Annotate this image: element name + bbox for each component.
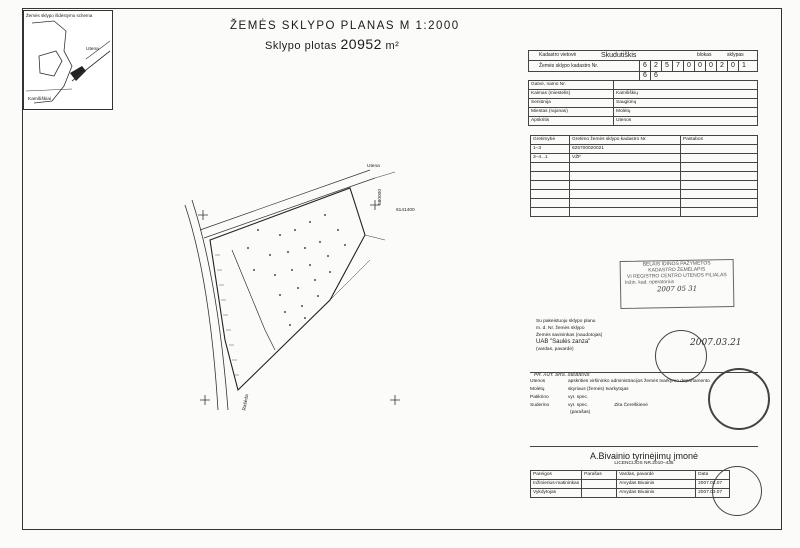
table-row xyxy=(531,480,730,489)
coord-x-label: 6141400 xyxy=(396,208,415,213)
cadastre-number-label: Žemės sklypo kadastro Nr. xyxy=(539,63,599,69)
table-cell: 2007.03.07 xyxy=(696,480,730,489)
table-cell: 3–4...1 xyxy=(531,154,570,163)
stamp-line: VI REGISTRO CENTRO UTENOS FILIALAS xyxy=(626,272,727,280)
neighbors-table xyxy=(530,135,758,217)
approval-text: Su pakeistuoju sklypo planu xyxy=(536,319,596,324)
digit: 0 xyxy=(694,61,705,71)
address-value: Saugiūnų xyxy=(614,99,758,108)
coord-y-label: 580000 xyxy=(378,188,383,205)
registry-stamp xyxy=(620,259,735,309)
address-label: Seniūnija xyxy=(529,99,614,108)
address-label: Gatvė, namo Nr. xyxy=(529,81,614,90)
address-value: Kamšiškių xyxy=(614,90,758,99)
digit: 6 xyxy=(639,71,650,81)
coordination-label: Patikrino xyxy=(530,395,549,400)
digit: 5 xyxy=(661,61,672,71)
address-value: Utenos xyxy=(614,117,758,126)
cadastre-digits xyxy=(639,61,757,81)
cadastre-region: Skudutiškis xyxy=(601,52,637,59)
table-cell xyxy=(681,145,758,154)
address-label: Apskritis xyxy=(529,117,614,126)
approval-date: 2007.03.21 xyxy=(690,338,742,348)
table-header-row xyxy=(531,471,730,480)
digit: 7 xyxy=(672,61,683,71)
company-license: LICENCIJOS NR.2010–435 xyxy=(614,461,674,466)
signatures-table xyxy=(530,470,730,498)
coordination-header: PR. AUT. SRS. SIEBIENS xyxy=(534,373,590,378)
coordination-label: Suderino xyxy=(530,403,550,408)
cadastre-table xyxy=(528,50,758,79)
table-row xyxy=(529,108,758,117)
stamp-date: 2007 05 31 xyxy=(656,284,698,294)
table-cell: 2007.03.07 xyxy=(696,489,730,498)
digit: 6 xyxy=(639,61,650,71)
address-label: Miestas (rajonas) xyxy=(529,108,614,117)
table-row xyxy=(531,145,758,154)
address-value xyxy=(614,81,758,90)
inset-title: Žemės sklypo išdėstymo schema xyxy=(26,13,93,18)
approval-company: UAB "Saulės zanza" xyxy=(536,339,591,345)
area-value: 20952 xyxy=(340,36,382,52)
table-cell xyxy=(582,480,617,489)
coordination-text: vyr. spec. xyxy=(568,395,589,400)
company-name: A.Bivainio tyrinėjimų įmonė xyxy=(589,451,699,461)
table-cell: Arvydas Bivainis xyxy=(617,489,696,498)
table-row xyxy=(529,99,758,108)
table-row xyxy=(529,117,758,126)
table-header-row xyxy=(531,136,758,145)
table-cell: Vykdytojas xyxy=(531,489,582,498)
table-row xyxy=(531,190,758,199)
inset-village-label: Kamšiškiai xyxy=(28,97,51,102)
cadastre-parcel-label: sklypas xyxy=(727,52,744,58)
approval-text: Žemės savininkas (naudotojas) xyxy=(536,333,603,338)
table-cell: VŽF xyxy=(570,154,681,163)
stamp-line: KADASTRO ŽEMĖLAPIS xyxy=(648,266,706,274)
column-header: Pareigos xyxy=(531,471,582,480)
table-row xyxy=(529,81,758,90)
table-cell xyxy=(582,489,617,498)
table-row xyxy=(531,172,758,181)
digit: 2 xyxy=(716,61,727,71)
table-row xyxy=(531,163,758,172)
stamp-line: BELAIS IDINOS PAŽYMĖTOS xyxy=(642,260,711,268)
address-label: Kaimas (miestelis) xyxy=(529,90,614,99)
table-row xyxy=(529,90,758,99)
table-row xyxy=(531,199,758,208)
table-cell: 625700020021 xyxy=(570,145,681,154)
digit: 1 xyxy=(738,61,749,71)
table-cell: 1–3 xyxy=(531,145,570,154)
digit: 0 xyxy=(683,61,694,71)
coordination-text: vyr. spec. xyxy=(568,403,589,408)
coordination-text: apskrities viršininko administracijos žemės tvarkymo departamento xyxy=(568,379,710,384)
approval-caption: (vardas, pavardė) xyxy=(536,347,574,352)
column-header: Parašas xyxy=(582,471,617,480)
road-top-label: Utena xyxy=(367,164,380,169)
table-cell: Inžinierius-matininkas xyxy=(531,480,582,489)
coordination-name: Zita Čereškienė xyxy=(614,403,648,408)
coordination-caption: (parašas) xyxy=(570,410,591,415)
column-header: Data xyxy=(696,471,730,480)
column-header: Pastabos xyxy=(681,136,758,145)
inset-road-label: Utena xyxy=(86,47,99,52)
coordination-label: Molėtų xyxy=(530,387,545,392)
official-seal xyxy=(708,368,770,430)
coordination-label: Utenos xyxy=(530,379,546,384)
digit: 0 xyxy=(727,61,738,71)
road-left-label: Rašėda xyxy=(242,393,251,412)
area-prefix: Sklypo plotas xyxy=(265,40,337,52)
digit: 2 xyxy=(650,61,661,71)
table-cell xyxy=(681,154,758,163)
location-inset xyxy=(23,10,113,110)
column-header: Gretimybė xyxy=(531,136,570,145)
table-row xyxy=(531,208,758,217)
plan-title: ŽEMĖS SKLYPO PLANAS M 1:2000 xyxy=(230,20,460,32)
plot-area xyxy=(265,36,399,52)
table-row xyxy=(531,154,758,163)
coordination-text: skyriaus (žemės) tvarkytojas xyxy=(568,387,629,392)
column-header: Gretimo žemės sklypo kadastro Nr. xyxy=(570,136,681,145)
area-unit: m² xyxy=(385,40,400,52)
company-seal-bottom xyxy=(712,466,762,516)
cadastre-block-label: blokas xyxy=(697,52,712,58)
inset-map xyxy=(24,11,112,109)
table-row xyxy=(531,489,730,498)
address-value: Molėtų xyxy=(614,108,758,117)
stamp-line: Inžin. kad. operatorius xyxy=(624,279,675,286)
column-header: Vardas, pavardė xyxy=(617,471,696,480)
table-cell: Arvydas Bivainis xyxy=(617,480,696,489)
cadastre-region-label: Kadastro vietovė xyxy=(539,52,577,58)
digit: 6 xyxy=(650,71,661,81)
approval-text: m. d. Nr. žemės sklypo xyxy=(536,326,585,331)
digit: 0 xyxy=(705,61,716,71)
table-row xyxy=(531,181,758,190)
address-table xyxy=(528,80,758,126)
